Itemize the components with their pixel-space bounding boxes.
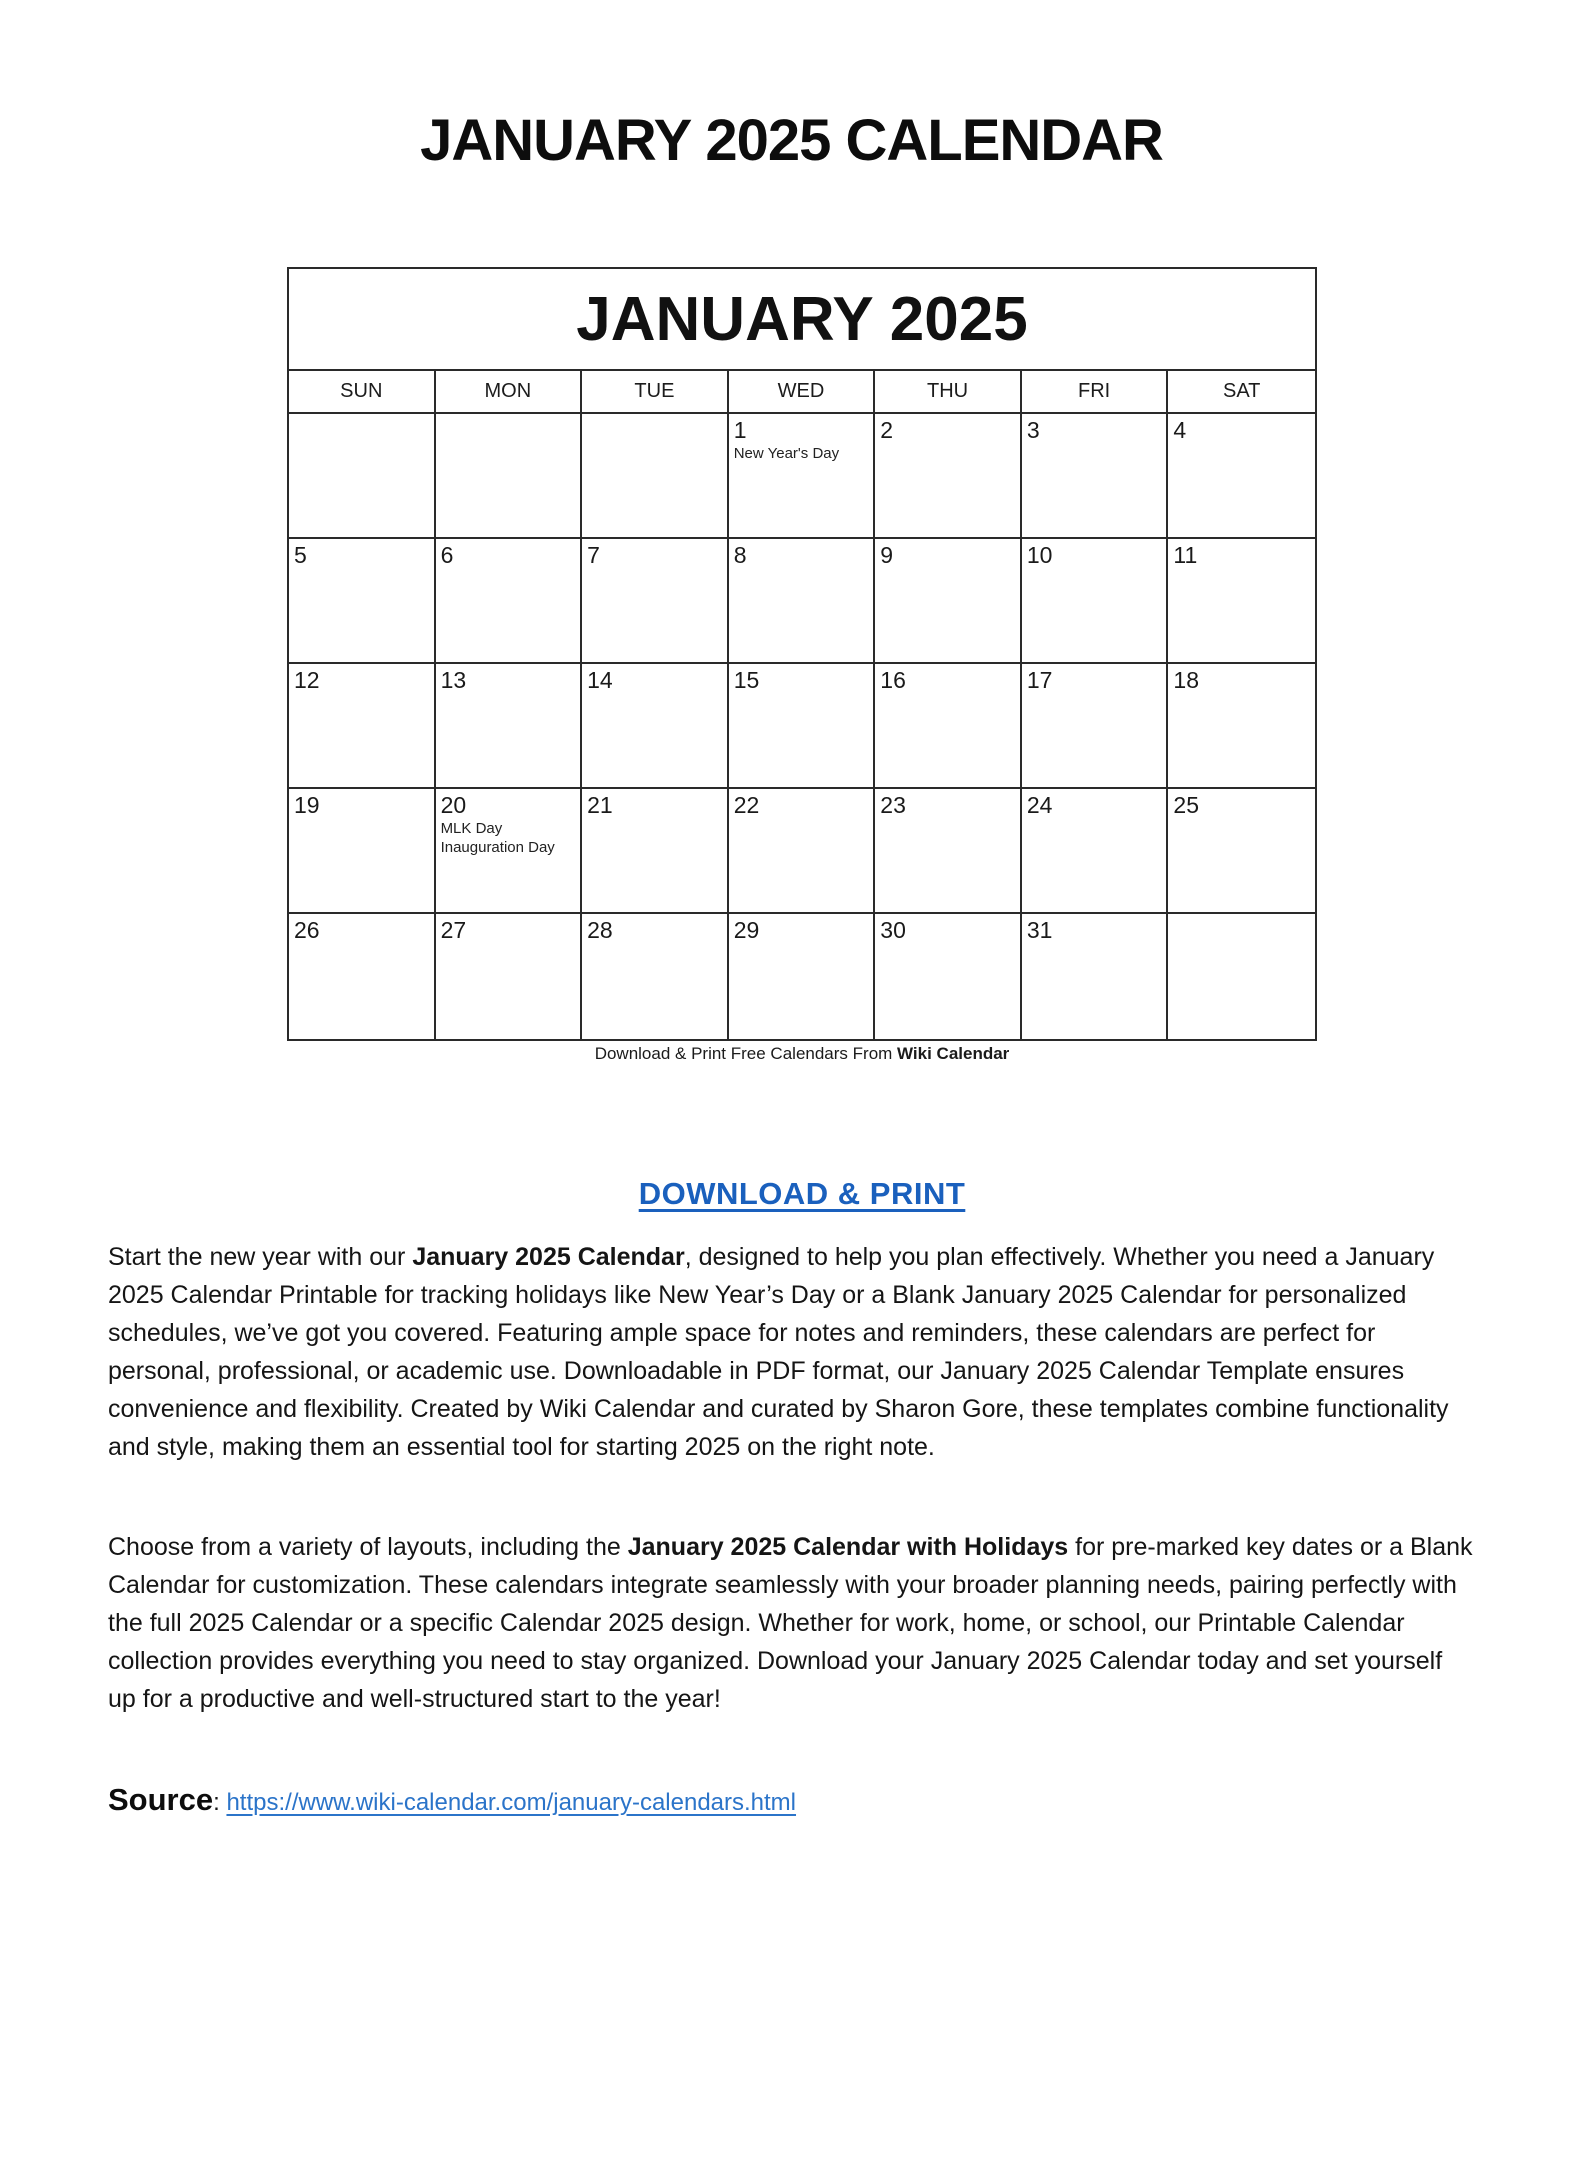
day-header-sat: SAT bbox=[1222, 380, 1261, 402]
calendar-cell-23 bbox=[875, 789, 1022, 914]
holiday-label: Inauguration Day bbox=[440, 839, 555, 856]
calendar-cell-11 bbox=[1168, 539, 1315, 664]
calendar-cell-5 bbox=[289, 539, 436, 664]
calendar-cell-26 bbox=[289, 914, 436, 1039]
calendar-cell-30 bbox=[875, 914, 1022, 1039]
calendar-cell-14 bbox=[582, 664, 729, 789]
calendar-cell-31 bbox=[1022, 914, 1169, 1039]
bold-text-run: Wiki Calendar bbox=[897, 1044, 1010, 1063]
day-number: 27 bbox=[440, 917, 467, 943]
bold-text-run: January 2025 Calendar with Holidays bbox=[627, 1533, 1069, 1561]
calendar-cell-16 bbox=[875, 664, 1022, 789]
calendar-cell-8 bbox=[729, 539, 876, 664]
day-number: 8 bbox=[733, 542, 747, 568]
day-number: 30 bbox=[880, 917, 906, 943]
day-number: 31 bbox=[1026, 917, 1053, 943]
day-header-fri: FRI bbox=[1022, 371, 1169, 412]
day-number: 16 bbox=[880, 667, 906, 693]
day-number: 28 bbox=[587, 917, 613, 943]
download-print-section bbox=[287, 1176, 1317, 1212]
day-number: 13 bbox=[440, 667, 467, 693]
calendar-cell-13 bbox=[436, 664, 583, 789]
intro-paragraph bbox=[108, 1238, 1475, 1466]
day-number: 21 bbox=[587, 792, 613, 818]
calendar-cell-empty bbox=[436, 414, 583, 539]
day-number: 2 bbox=[880, 417, 894, 443]
source-label: Source bbox=[108, 1782, 214, 1817]
calendar-grid bbox=[289, 414, 1315, 1039]
day-number: 23 bbox=[880, 792, 906, 818]
day-number: 24 bbox=[1026, 792, 1053, 818]
day-number: 10 bbox=[1026, 542, 1053, 568]
day-number: 19 bbox=[294, 792, 320, 818]
day-number: 7 bbox=[587, 542, 600, 568]
calendar-month-title: JANUARY 2025 bbox=[289, 269, 1315, 371]
day-number: 3 bbox=[1026, 417, 1040, 443]
day-number: 14 bbox=[587, 667, 613, 693]
calendar-cell-empty bbox=[289, 414, 436, 539]
day-number: 22 bbox=[733, 792, 760, 818]
calendar-cell-24 bbox=[1022, 789, 1169, 914]
day-header-mon: MON bbox=[436, 371, 583, 412]
calendar-cell-4 bbox=[1168, 414, 1315, 539]
text-run: Download & Print Free Calendars From bbox=[594, 1044, 898, 1063]
holiday-label: New Year's Day bbox=[733, 445, 840, 462]
calendar-cell-21 bbox=[582, 789, 729, 914]
day-number: 17 bbox=[1026, 667, 1053, 693]
calendar-cell-18 bbox=[1168, 664, 1315, 789]
calendar-cell-2 bbox=[875, 414, 1022, 539]
calendar-day-header-row bbox=[289, 371, 1315, 414]
calendar-cell-1 bbox=[729, 414, 876, 539]
calendar-cell-27 bbox=[436, 914, 583, 1039]
day-header-thu: THU bbox=[875, 371, 1022, 412]
day-number: 15 bbox=[733, 667, 760, 693]
day-number: 12 bbox=[294, 667, 320, 693]
source-separator: : bbox=[213, 1789, 227, 1816]
calendar-cell-empty bbox=[582, 414, 729, 539]
day-number: 1 bbox=[733, 417, 747, 443]
calendar-cell-6 bbox=[436, 539, 583, 664]
day-number: 9 bbox=[880, 542, 894, 568]
calendar-cell-17 bbox=[1022, 664, 1169, 789]
day-number: 29 bbox=[733, 917, 760, 943]
day-number: 26 bbox=[294, 917, 320, 943]
calendar-cell-28 bbox=[582, 914, 729, 1039]
layouts-paragraph bbox=[108, 1528, 1475, 1718]
source-line bbox=[108, 1782, 1475, 1818]
text-run: for pre-marked key dates or a Blank Calendar for customization. These calendars integrate seamlessly with your broader planning needs, pairing perfectly with the full 2025 Calendar or a specific Calendar 2025 design. Whether for work, home, or school, our Printable Calendar collection provides everything you need to stay organized. Download your January 2025 Calendar today and set yourself up for a productive and well-structured start to the year! bbox=[108, 1533, 1473, 1713]
day-number: 18 bbox=[1173, 667, 1200, 693]
text-run: Choose from a variety of layouts, including the bbox=[108, 1533, 628, 1561]
calendar-cell-9 bbox=[875, 539, 1022, 664]
day-number: 5 bbox=[294, 542, 307, 568]
day-number: 25 bbox=[1173, 792, 1200, 818]
holiday-label: MLK Day bbox=[440, 820, 503, 837]
day-number: 6 bbox=[440, 542, 454, 568]
bold-text-run: January 2025 Calendar bbox=[412, 1243, 685, 1271]
text-run: , designed to help you plan effectively. Whether you need a January 2025 Calendar Printable for tracking holidays like New Year’s Day or a Blank January 2025 Calendar for personalized schedules, we’ve got you covered. Featuring ample space for notes and reminders, these calendars are perfect for personal, professional, or academic use. Downloadable in PDF format, our January 2025 Calendar Template ensures convenience and flexibility. Created by Wiki Calendar and curated by Sharon Gore, these templates combine functionality and style, making them an essential tool for starting 2025 on the right note. bbox=[108, 1243, 1449, 1461]
calendar-caption bbox=[287, 1044, 1317, 1064]
calendar-cell-25 bbox=[1168, 789, 1315, 914]
calendar-cell-22 bbox=[729, 789, 876, 914]
calendar-cell-10 bbox=[1022, 539, 1169, 664]
download-print-link[interactable]: DOWNLOAD & PRINT bbox=[638, 1176, 966, 1211]
calendar-cell-29 bbox=[729, 914, 876, 1039]
source-url-link[interactable]: https://www.wiki-calendar.com/january-calendars.html bbox=[226, 1789, 797, 1816]
calendar-cell-empty bbox=[1168, 914, 1315, 1039]
text-run: Start the new year with our bbox=[108, 1243, 413, 1271]
day-number: 11 bbox=[1173, 542, 1198, 568]
day-header-tue: TUE bbox=[582, 371, 729, 412]
day-number: 4 bbox=[1173, 417, 1187, 443]
calendar-image bbox=[287, 267, 1317, 1041]
calendar-cell-20 bbox=[436, 789, 583, 914]
day-number: 20 bbox=[440, 792, 467, 818]
calendar-cell-19 bbox=[289, 789, 436, 914]
page-title: JANUARY 2025 CALENDAR bbox=[420, 108, 1163, 173]
day-header-sun: SUN bbox=[289, 371, 436, 412]
document-page bbox=[0, 108, 1583, 2160]
calendar-cell-15 bbox=[729, 664, 876, 789]
calendar-cell-3 bbox=[1022, 414, 1169, 539]
calendar-cell-7 bbox=[582, 539, 729, 664]
day-header-wed: WED bbox=[729, 371, 876, 412]
calendar-cell-12 bbox=[289, 664, 436, 789]
